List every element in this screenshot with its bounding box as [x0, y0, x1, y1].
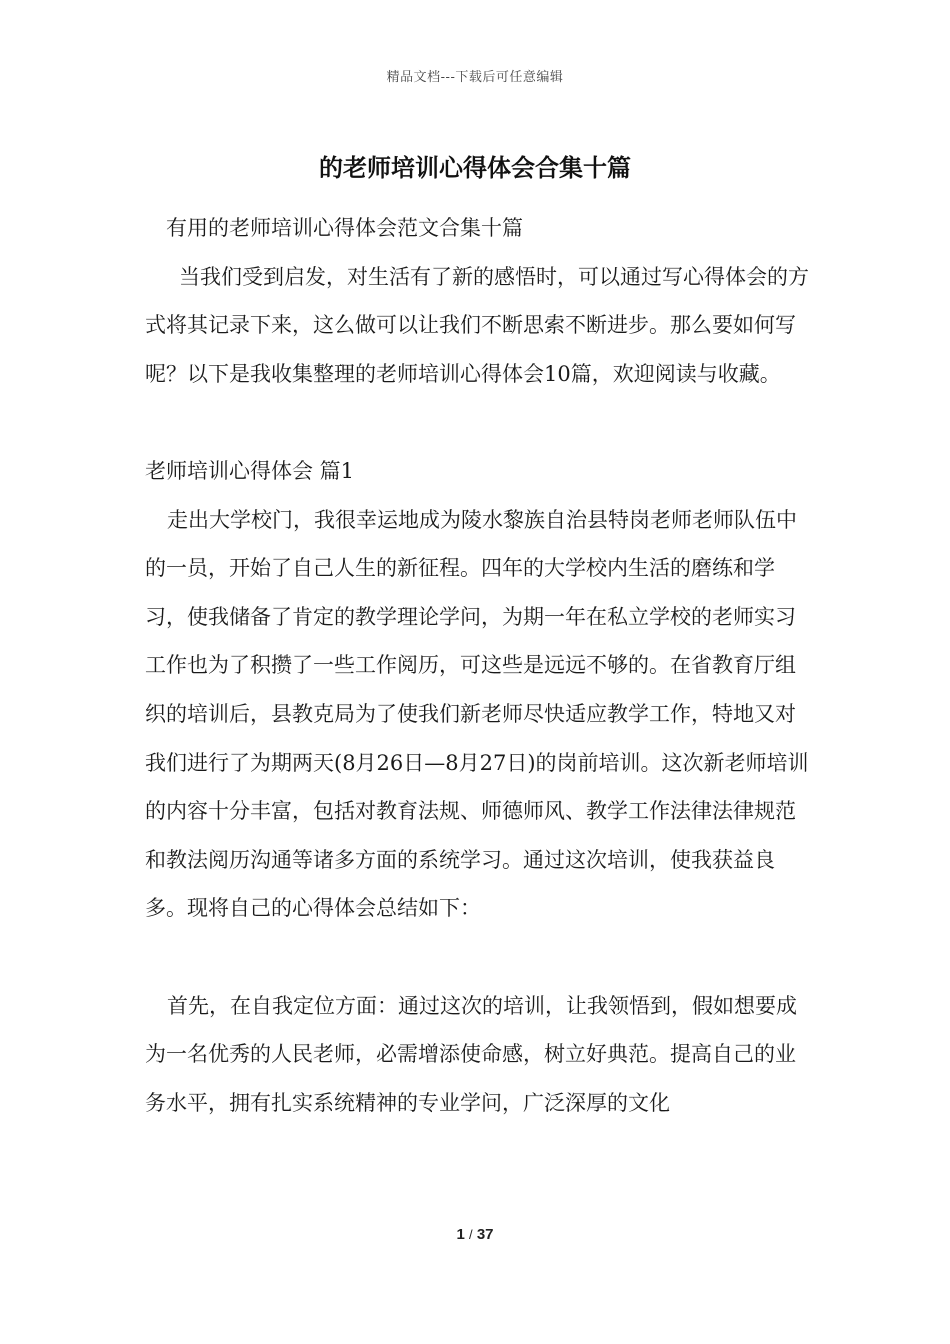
document-body — [145, 204, 809, 1127]
body-paragraph-1: 走出大学校门，我很幸运地成为陵水黎族自治县特岗老师老师队伍中的一员，开始了自己人生的新征程。四年的大学校内生活的磨练和学习，使我储备了肯定的教学理论学问，为期一年在私立学校的老师实习工作也为了积攒了一些工作阅历，可这些是远远不够的。在省教育厅组织的培训后，县教克局为了使我们新老师尽快适应教学工作，特地又对我们进行了为期两天(8月26日—8月27日)的岗前培训。这次新老师培训的内容十分丰富，包括对教育法规、师德师风、教学工作法律法律规范和教法阅历沟通等诸多方面的系统学习。通过这次培训，使我获益良多。现将自己的心得体会总结如下： — [145, 507, 809, 921]
document-subtitle: 有用的老师培训心得体会范文合集十篇 — [166, 216, 523, 240]
page-current: 1 — [456, 1226, 465, 1243]
page-number — [0, 1226, 950, 1243]
section-heading: 老师培训心得体会 篇1 — [145, 458, 355, 483]
intro-paragraph: 当我们受到启发，对生活有了新的感悟时，可以通过写心得体会的方式将其记录下来，这么做可以让我们不断思索不断进步。那么要如何写呢？以下是我收集整理的老师培训心得体会10篇，欢迎阅读与收藏。 — [145, 264, 809, 386]
document-title: 的老师培训心得体会合集十篇 — [319, 153, 631, 182]
body-paragraph-2: 首先，在自我定位方面：通过这次的培训，让我领悟到，假如想要成为一名优秀的人民老师，必需增添使命感，树立好典范。提高自己的业务水平，拥有扎实系统精神的专业学问，广泛深厚的文化 — [145, 993, 797, 1115]
page-separator: / — [469, 1227, 473, 1242]
header-note: 精品文档---下载后可任意编辑 — [386, 70, 564, 85]
page-total: 37 — [476, 1226, 494, 1243]
